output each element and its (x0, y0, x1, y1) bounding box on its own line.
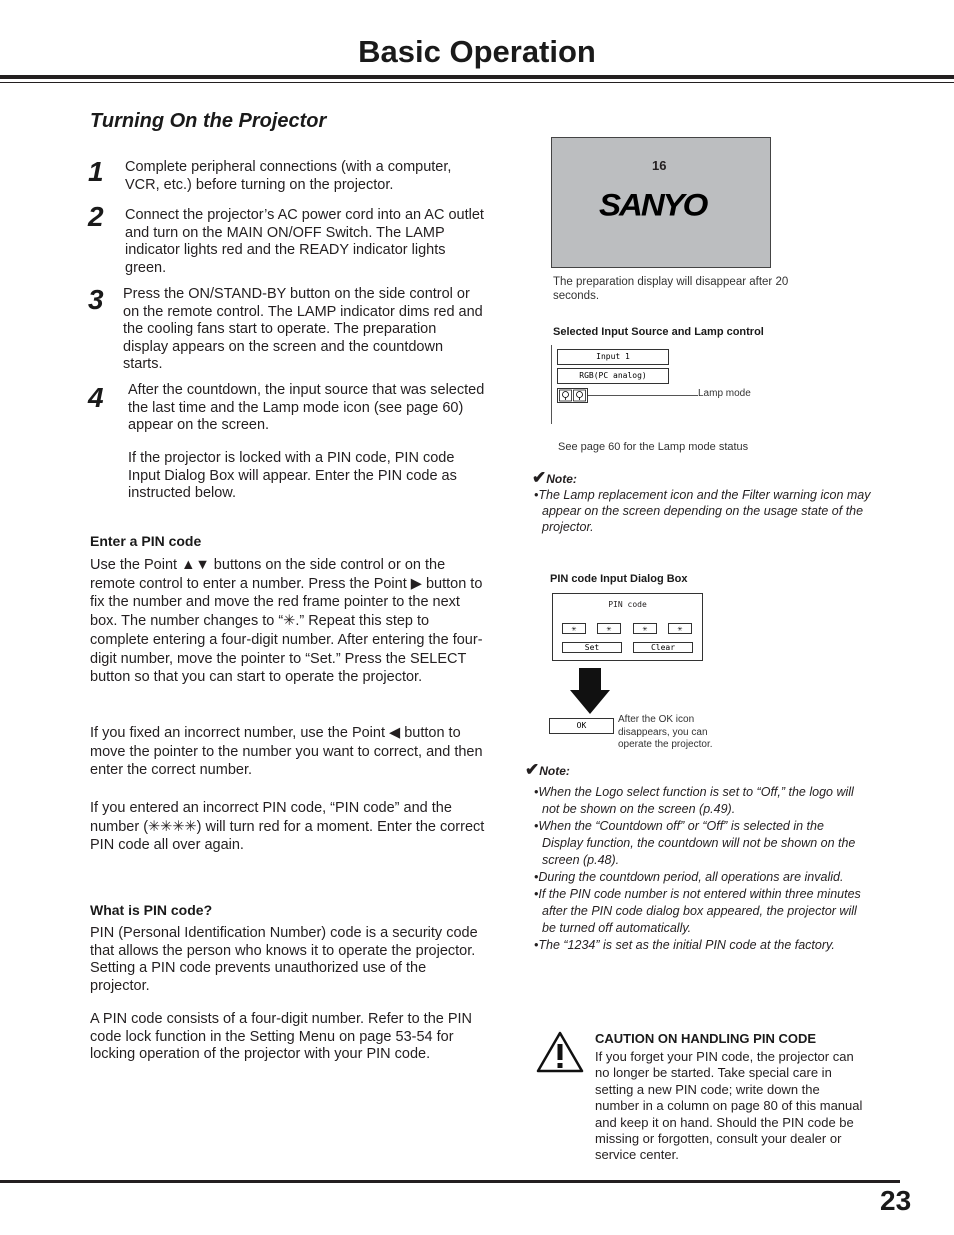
note-text: •The Lamp replacement icon and the Filter warning icon may appear on the screen depending on the usage state of the projector. (534, 488, 871, 534)
input-figure-title: Selected Input Source and Lamp control (553, 326, 764, 338)
ok-icon: OK (549, 718, 614, 734)
pin-digit-box: ✳ (597, 623, 621, 634)
ok-caption: After the OK icon disappears, you can operate the projector. (618, 714, 713, 750)
step-text-pin: If the projector is locked with a PIN code, PIN code Input Dialog Box will appear. Enter the PIN code as instructed below. (128, 450, 457, 502)
page-number: 23 (880, 1185, 912, 1216)
pin-heading: Enter a PIN code (90, 533, 202, 549)
step-text: Connect the projector’s AC power cord into an AC outlet and turn on the MAIN ON/OFF Switch. The LAMP indicator lights red and the READY indicator lights green. (125, 207, 484, 276)
pin-figure-title: PIN code Input Dialog Box (550, 573, 688, 585)
note-item: •When the Logo select function is set to “Off,” the logo will not be shown on the screen (p.49). (534, 785, 854, 816)
warning-icon (536, 1031, 584, 1073)
pin-dialog-label: PIN code (608, 600, 647, 609)
down-arrow-icon (570, 668, 610, 714)
clear-button[interactable]: Clear (633, 642, 693, 653)
footer-rule (0, 1180, 900, 1183)
pin-paragraph: Use the Point ▲▼ buttons on the side control or on the remote control to enter a number. Press the Point ▶ button to fix the number and move the red frame pointer to the next box. The number changes to “✳.” Repeat this step to complete entering a four-digit number. After entering the four-digit number, move the pointer to “Set.” Press the SELECT button so that you can start to operate the projector. (90, 557, 483, 686)
step-number: 2 (88, 201, 104, 232)
checkmark-icon: ✔ (525, 760, 540, 779)
step-number: 1 (88, 156, 104, 187)
note-heading: Note: (546, 472, 577, 486)
caution-heading: CAUTION ON HANDLING PIN CODE (595, 1031, 816, 1046)
pin-dialog (552, 593, 703, 661)
checkmark-icon: ✔ (532, 468, 547, 487)
preparation-display (551, 137, 771, 268)
set-button[interactable]: Set (562, 642, 622, 653)
section-title: Turning On the Projector (90, 110, 327, 132)
step-text: Press the ON/STAND-BY button on the side control or on the remote control. The LAMP indicator dims red and the cooling fans start to operate. The preparation display appears on the screen and the countdown starts. (123, 286, 483, 373)
header-rule-thin (0, 82, 954, 83)
note-heading: Note: (539, 764, 570, 778)
step-text: Complete peripheral connections (with a computer, VCR, etc.) before turning on the projector. (125, 159, 452, 193)
note-item: •When the “Countdown off” or “Off” is selected in the Display function, the countdown will not be shown on the screen (p.48). (534, 819, 856, 867)
lamp-leader-line (588, 395, 698, 396)
pin-digit-box: ✳ (562, 623, 586, 634)
what-heading: What is PIN code? (90, 902, 213, 918)
figure-bracket (551, 345, 552, 424)
lamp-mode-icons (557, 388, 588, 403)
lamp-mode-label: Lamp mode (698, 388, 751, 399)
lamp-mode-icon (558, 389, 587, 402)
note-header (525, 760, 570, 780)
note-item: •During the countdown period, all operations are invalid. (534, 870, 844, 884)
note-header (532, 468, 577, 488)
source-box: RGB(PC analog) (557, 368, 669, 384)
step-number: 3 (88, 284, 104, 315)
lamp-mode-see: See page 60 for the Lamp mode status (558, 441, 749, 453)
what-paragraph: A PIN code consists of a four-digit number. Refer to the PIN code lock function in the Setting Menu on page 53-54 for locking operation of the projector with your PIN code. (90, 1011, 473, 1063)
countdown-number: 16 (652, 158, 667, 173)
prep-caption: The preparation display will disappear after 20 seconds. (553, 276, 789, 302)
step-number: 4 (88, 382, 104, 413)
header-rule (0, 75, 954, 79)
page-title: Basic Operation (358, 34, 596, 69)
note-list (533, 784, 863, 954)
pin-digit-box: ✳ (633, 623, 657, 634)
note-item: •The “1234” is set as the initial PIN code at the factory. (534, 938, 835, 952)
sanyo-logo: SANYO (599, 186, 707, 223)
caution-text: If you forget your PIN code, the projector can no longer be started. Take special care in setting a new PIN code; write down the number in a column on page 80 of this manual and keep it on hand. Should the PIN code be missing or forgotten, consult your dealer or service center. (595, 1049, 863, 1163)
pin-paragraph: If you entered an incorrect PIN code, “PIN code” and the number (✳✳✳✳) will turn red for a moment. Enter the correct PIN code all over again. (90, 800, 485, 854)
input-box: Input 1 (557, 349, 669, 365)
step-text: After the countdown, the input source that was selected the last time and the Lamp mode icon (see page 60) appear on the screen. (128, 382, 485, 434)
what-paragraph: PIN (Personal Identification Number) code is a security code that allows the person who knows it to operate the projector. Setting a PIN code prevents unauthorized use of the projector. (90, 925, 478, 994)
note-item: •If the PIN code number is not entered within three minutes after the PIN code dialog box appeared, the projector will be turned off automatically. (534, 887, 861, 935)
pin-paragraph: If you fixed an incorrect number, use the Point ◀ button to move the pointer to the number you want to correct, and then enter the correct number. (90, 725, 483, 779)
pin-digit-box: ✳ (668, 623, 692, 634)
